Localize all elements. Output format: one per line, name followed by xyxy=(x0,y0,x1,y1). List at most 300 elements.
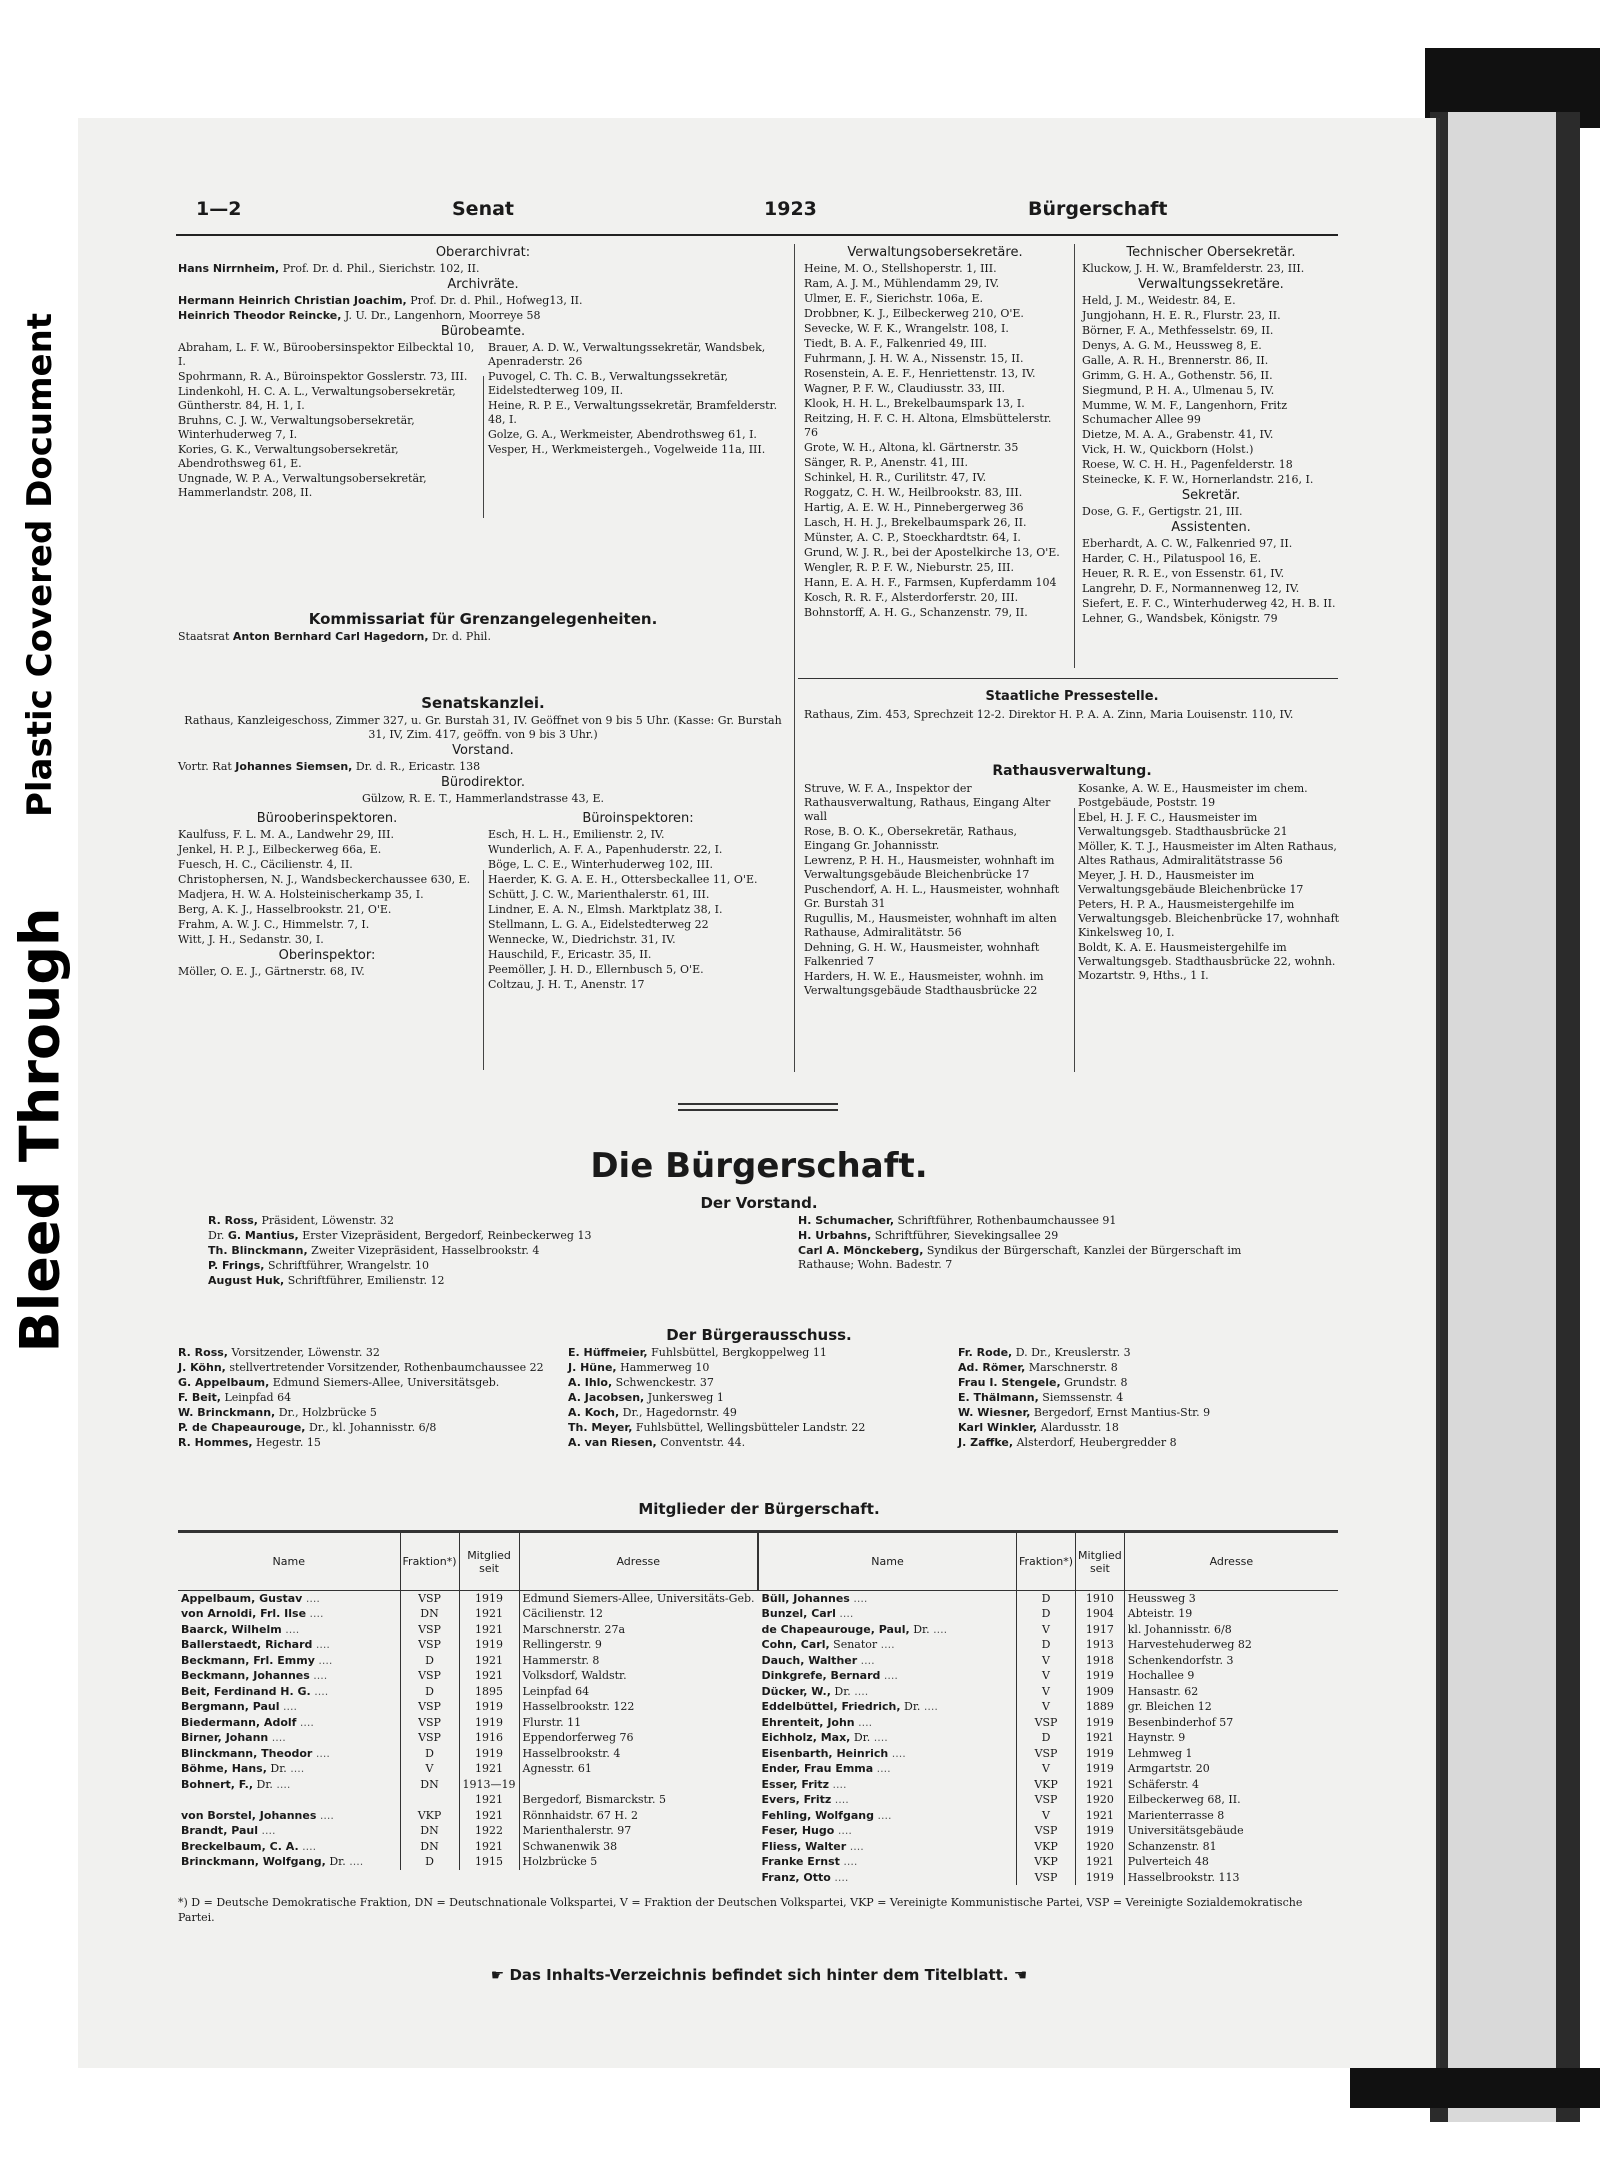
table-row xyxy=(178,1839,758,1855)
table-row xyxy=(759,1622,1339,1638)
member-address: Abteistr. 19 xyxy=(1124,1606,1338,1622)
buerooberinspektor-entry: Frahm, A. W. J. C., Himmelstr. 7, I. xyxy=(178,918,370,931)
member-name: Fehling, Wolfgang .... xyxy=(761,1808,892,1822)
member-name: Esser, Fritz .... xyxy=(761,1777,847,1791)
buerooberinspektor-entry: Christophersen, N. J., Wandsbeckerchaussee 630, E. xyxy=(178,873,471,886)
member-name: Baarck, Wilhelm .... xyxy=(181,1622,300,1636)
member-fraktion: VKP xyxy=(1017,1777,1076,1793)
member-name: Beckmann, Johannes .... xyxy=(181,1669,328,1683)
buerobeamte-entry: Puvogel, C. Th. C. B., Verwaltungssekretär, Eidelstedterweg 109, II. xyxy=(488,370,728,397)
member-seit: 1915 xyxy=(459,1854,519,1870)
member-fraktion: D xyxy=(1017,1606,1076,1622)
header-rule xyxy=(176,234,1338,236)
member-seit: 1919 xyxy=(459,1715,519,1731)
member-name: Beckmann, Frl. Emmy .... xyxy=(181,1653,333,1667)
verwaltung-entry: Wengler, R. P. F. W., Nieburstr. 25, III. xyxy=(804,561,1015,574)
member-name: Breckelbaum, C. A. .... xyxy=(181,1839,317,1853)
member-name: Bohnert, F., Dr. .... xyxy=(181,1777,291,1791)
verwaltung-entry: Ulmer, E. F., Sierichstr. 106a, E. xyxy=(804,292,983,305)
buerobeamte-entry: Bruhns, C. J. W., Verwaltungsobersekretär, Winterhuderweg 7, I. xyxy=(178,414,415,441)
bleed-through-label: Bleed Through xyxy=(8,907,72,1353)
member-address: Pulverteich 48 xyxy=(1124,1854,1338,1870)
table-row xyxy=(759,1684,1339,1700)
member-seit: 1919 xyxy=(1076,1870,1125,1886)
member-name: Franz, Otto .... xyxy=(761,1870,849,1884)
vorstand-member: H. Urbahns, Schriftführer, Sievekingsallee 29 xyxy=(798,1229,1059,1242)
member-seit: 1920 xyxy=(1076,1839,1125,1855)
buerobeamte-entry: Kories, G. K., Verwaltungsobersekretär, Abendrothsweg 61, E. xyxy=(178,443,399,470)
member-name: Ehrenteit, John .... xyxy=(761,1715,873,1729)
verwaltung-entry: Reitzing, H. F. C. H. Altona, Elmsbüttelerstr. 76 xyxy=(804,412,1052,439)
ausschuss-col3 xyxy=(958,1346,1338,1451)
member-fraktion: VSP xyxy=(1017,1823,1076,1839)
verwaltung-entry: Lasch, H. H. J., Brekelbaumspark 26, II. xyxy=(804,516,1027,529)
kommissariat-entry: Staatsrat Anton Bernhard Carl Hagedorn, Dr. d. Phil. xyxy=(178,630,491,643)
buerooberinspektor-entry: Madjera, H. W. A. Holsteinischerkamp 35, I. xyxy=(178,888,424,901)
oberarchivrat-title: Oberarchivrat: xyxy=(435,245,531,260)
divider xyxy=(483,376,484,518)
ausschuss-member: A. Ihlo, Schwenckestr. 37 xyxy=(568,1376,714,1389)
rathausverwaltung-entry: Harders, H. W. E., Hausmeister, wohnh. im Verwaltungsgebäude Stadthausbrücke 22 xyxy=(804,970,1044,997)
member-seit: 1919 xyxy=(1076,1761,1125,1777)
table-row xyxy=(178,1792,758,1808)
member-address: Eppendorferweg 76 xyxy=(519,1730,757,1746)
footer-text: Das Inhalts-Verzeichnis befindet sich hinter dem Titelblatt. xyxy=(509,1966,1009,1984)
buerobeamte-entry: Brauer, A. D. W., Verwaltungssekretär, Wandsbek, Apenraderstr. 26 xyxy=(488,341,766,368)
vorstand-member: Th. Blinckmann, Zweiter Vizepräsident, Hasselbrookstr. 4 xyxy=(208,1244,540,1257)
ausschuss-member: F. Beit, Leinpfad 64 xyxy=(178,1391,292,1404)
divider xyxy=(798,678,1338,679)
member-seit: 1921 xyxy=(459,1839,519,1855)
table-row xyxy=(178,1823,758,1839)
ausschuss-member: E. Thälmann, Siemssenstr. 4 xyxy=(958,1391,1124,1404)
member-name: Cohn, Carl, Senator .... xyxy=(761,1638,895,1652)
member-fraktion: VSP xyxy=(400,1591,459,1607)
member-fraktion: D xyxy=(400,1854,459,1870)
member-fraktion: V xyxy=(1017,1622,1076,1638)
member-name: Feser, Hugo .... xyxy=(761,1824,852,1838)
buerger-vorstand-title: Der Vorstand. xyxy=(700,1194,818,1212)
member-fraktion: VSP xyxy=(400,1699,459,1715)
member-fraktion: VSP xyxy=(400,1622,459,1638)
archivraete-list xyxy=(178,294,788,323)
table-row xyxy=(178,1591,758,1607)
plastic-covered-label: Plastic Covered Document xyxy=(20,312,60,818)
ausschuss-member: Frau I. Stengele, Grundstr. 8 xyxy=(958,1376,1128,1389)
member-name xyxy=(178,1792,400,1808)
technischer-entry: Kluckow, J. H. W., Bramfelderstr. 23, III. xyxy=(1082,262,1305,275)
member-seit: 1920 xyxy=(1076,1792,1125,1808)
scan-frame-inner xyxy=(1448,112,1556,2122)
vsek-entry: Roese, W. C. H. H., Pagenfelderstr. 18 xyxy=(1082,458,1293,471)
member-address: Hammerstr. 8 xyxy=(519,1653,757,1669)
member-fraktion xyxy=(400,1792,459,1808)
table-row xyxy=(178,1684,758,1700)
col-name: Name xyxy=(178,1533,400,1591)
table-row xyxy=(759,1808,1339,1824)
member-fraktion: V xyxy=(1017,1761,1076,1777)
buerooberinspektor-entry: Berg, A. K. J., Hasselbrookstr. 21, O'E. xyxy=(178,903,392,916)
vorstand-member: Carl A. Mönckeberg, Syndikus der Bürgerschaft, Kanzlei der Bürgerschaft im Rathause; Wohn. Badestr. 7 xyxy=(798,1244,1242,1271)
bueroinspektor-entry: Coltzau, J. H. T., Anenstr. 17 xyxy=(488,978,645,991)
vsek-entry: Siegmund, P. H. A., Ulmenau 5, IV. xyxy=(1082,384,1275,397)
member-address: Leinpfad 64 xyxy=(519,1684,757,1700)
member-address: Bergedorf, Bismarckstr. 5 xyxy=(519,1792,757,1808)
member-seit: 1921 xyxy=(459,1792,519,1808)
member-seit: 1921 xyxy=(459,1606,519,1622)
member-name: Fliess, Walter .... xyxy=(761,1839,864,1853)
vsek-entry: Mumme, W. M. F., Langenhorn, Fritz Schumacher Allee 99 xyxy=(1082,399,1288,426)
assistent-entry: Harder, C. H., Pilatuspool 16, E. xyxy=(1082,552,1262,565)
separator xyxy=(678,1103,838,1105)
assistent-entry: Heuer, R. R. E., von Essenstr. 61, IV. xyxy=(1082,567,1285,580)
ausschuss-member: Th. Meyer, Fuhlsbüttel, Wellingsbütteler Landstr. 22 xyxy=(568,1421,866,1434)
member-fraktion: VKP xyxy=(400,1808,459,1824)
member-address: Hasselbrookstr. 122 xyxy=(519,1699,757,1715)
verwaltung-entry: Hann, E. A. H. F., Farmsen, Kupferdamm 104 xyxy=(804,576,1057,589)
vorstand-member: Dr. G. Mantius, Erster Vizepräsident, Bergedorf, Reinbeckerweg 13 xyxy=(208,1229,592,1242)
buerooberinspektor-entry: Kaulfuss, F. L. M. A., Landwehr 29, III. xyxy=(178,828,394,841)
table-row xyxy=(178,1854,758,1870)
member-address: Hansastr. 62 xyxy=(1124,1684,1338,1700)
rathausverwaltung-entry: Struve, W. F. A., Inspektor der Rathausverwaltung, Rathaus, Eingang Alter wall xyxy=(804,782,1051,823)
member-seit: 1913 xyxy=(1076,1637,1125,1653)
member-seit: 1917 xyxy=(1076,1622,1125,1638)
header-senat: Senat xyxy=(452,198,515,220)
member-seit: 1919 xyxy=(459,1746,519,1762)
table-row xyxy=(178,1777,758,1793)
sekretaer-entry: Dose, G. F., Gertigstr. 21, III. xyxy=(1082,505,1243,518)
rathausverwaltung-entry: Boldt, K. A. E. Hausmeistergehilfe im Verwaltungsgeb. Stadthausbrücke 22, wohnh. Mozartstr. 9, Hths., 1 I. xyxy=(1078,941,1336,982)
member-fraktion: D xyxy=(1017,1730,1076,1746)
member-fraktion: VSP xyxy=(400,1668,459,1684)
member-name: Eisenbarth, Heinrich .... xyxy=(761,1746,906,1760)
member-seit: 1910 xyxy=(1076,1591,1125,1607)
member-address: Marschnerstr. 27a xyxy=(519,1622,757,1638)
member-seit: 1889 xyxy=(1076,1699,1125,1715)
verwaltung-entry: Tiedt, B. A. F., Falkenried 49, III. xyxy=(804,337,987,350)
member-name: Dinkgrefe, Bernard .... xyxy=(761,1669,898,1683)
member-address: Universitätsgebäude xyxy=(1124,1823,1338,1839)
buerobeamte-entry: Abraham, L. F. W., Büroobersinspektor Eilbecktal 10, I. xyxy=(178,341,475,368)
ausschuss-section xyxy=(178,1322,1340,1451)
member-fraktion: D xyxy=(400,1684,459,1700)
bueroinspektoren-list xyxy=(488,828,788,992)
rathausverwaltung-entry: Rose, B. O. K., Obersekretär, Rathaus, Eingang Gr. Johannisstr. xyxy=(804,825,1018,852)
table-row xyxy=(759,1777,1339,1793)
mitglieder-title: Mitglieder der Bürgerschaft. xyxy=(638,1500,880,1518)
buerooberinspektor-entry: Jenkel, H. P. J., Eilbeckerweg 66a, E. xyxy=(178,843,382,856)
page-number: 1—2 xyxy=(196,198,242,220)
table-row xyxy=(759,1730,1339,1746)
member-fraktion: V xyxy=(1017,1668,1076,1684)
member-name: Franke Ernst .... xyxy=(761,1855,858,1869)
member-name: Dauch, Walther .... xyxy=(761,1653,875,1667)
member-name: Birner, Johann .... xyxy=(181,1731,286,1745)
ausschuss-member: W. Wiesner, Bergedorf, Ernst Mantius-Str. 9 xyxy=(958,1406,1211,1419)
member-seit: 1919 xyxy=(1076,1823,1125,1839)
member-seit: 1921 xyxy=(459,1668,519,1684)
ausschuss-member: J. Köhn, stellvertretender Vorsitzender, Rothenbaumchaussee 22 xyxy=(178,1361,544,1374)
buerobeamte-entry: Golze, G. A., Werkmeister, Abendrothsweg 61, I. xyxy=(488,428,757,441)
member-seit: 1919 xyxy=(1076,1715,1125,1731)
senatskanzlei-title: Senatskanzlei. xyxy=(421,694,545,712)
table-row xyxy=(759,1699,1339,1715)
pressestelle-section xyxy=(804,684,1340,723)
verwaltung-entry: Fuhrmann, J. H. W. A., Nissenstr. 15, II. xyxy=(804,352,1024,365)
member-seit: 1919 xyxy=(459,1699,519,1715)
divider xyxy=(483,870,484,1070)
member-seit: 1904 xyxy=(1076,1606,1125,1622)
buerodirektor-entry: Gülzow, R. E. T., Hammerlandstrasse 43, E. xyxy=(361,792,605,805)
table-row xyxy=(759,1668,1339,1684)
member-fraktion: DN xyxy=(400,1823,459,1839)
bueroinspektor-entry: Hauschild, F., Ericastr. 35, II. xyxy=(488,948,652,961)
member-address: Eilbeckerweg 68, II. xyxy=(1124,1792,1338,1808)
rathausverwaltung-title: Rathausverwaltung. xyxy=(992,763,1152,779)
table-row xyxy=(759,1823,1339,1839)
member-fraktion: VSP xyxy=(1017,1792,1076,1808)
separator xyxy=(678,1109,838,1111)
bueroinspektor-entry: Lindner, E. A. N., Elmsh. Marktplatz 38, I. xyxy=(488,903,723,916)
member-seit: 1921 xyxy=(459,1761,519,1777)
rathausverwaltung-entry: Lewrenz, P. H. H., Hausmeister, wohnhaft im Verwaltungsgebäude Bleichenbrücke 17 xyxy=(804,854,1055,881)
verwaltung-entry: Ram, A. J. M., Mühlendamm 29, IV. xyxy=(804,277,1000,290)
vsek-entry: Held, J. M., Weidestr. 84, E. xyxy=(1082,294,1236,307)
footnote: *) D = Deutsche Demokratische Fraktion, DN = Deutschnationale Volkspartei, V = Fraktion der Deutschen Volkspartei, VKP = Vereinigte Kommunistische Partei, VSP = Vereinigte Sozialdemokratische Partei. xyxy=(178,1896,1303,1924)
verwaltung-list xyxy=(804,262,1066,620)
member-fraktion: VKP xyxy=(1017,1854,1076,1870)
member-address: Rellingerstr. 9 xyxy=(519,1637,757,1653)
table-row xyxy=(759,1653,1339,1669)
vorstand-member: P. Frings, Schriftführer, Wrangelstr. 10 xyxy=(208,1259,429,1272)
member-address: Rönnhaidstr. 67 H. 2 xyxy=(519,1808,757,1824)
member-address: kl. Johannisstr. 6/8 xyxy=(1124,1622,1338,1638)
table-row xyxy=(178,1808,758,1824)
ausschuss-member: Karl Winkler, Alardusstr. 18 xyxy=(958,1421,1119,1434)
vsek-entry: Jungjohann, H. E. R., Flurstr. 23, II. xyxy=(1082,309,1281,322)
rathausverwaltung-entry: Ebel, H. J. F. C., Hausmeister im Verwaltungsgeb. Stadthausbrücke 21 xyxy=(1078,811,1288,838)
verwaltung-entry: Münster, A. C. P., Stoeckhardtstr. 64, I. xyxy=(804,531,1021,544)
assistenten-title: Assistenten. xyxy=(1171,520,1251,535)
verwaltung-entry: Roggatz, C. H. W., Heilbrookstr. 83, III. xyxy=(804,486,1023,499)
vorstand-section xyxy=(178,1190,1340,1289)
member-seit: 1921 xyxy=(1076,1730,1125,1746)
rathausverwaltung-entry: Möller, K. T. J., Hausmeister im Alten Rathaus, Altes Rathaus, Admiralitätstrasse 56 xyxy=(1078,840,1337,867)
technischer-section xyxy=(1082,244,1340,627)
buerooberinspektor-entry: Witt, J. H., Sedanstr. 30, I. xyxy=(178,933,324,946)
ausschuss-member: A. Koch, Dr., Hagedornstr. 49 xyxy=(568,1406,737,1419)
member-seit: 1916 xyxy=(459,1730,519,1746)
verwaltung-entry: Schinkel, H. R., Curilitstr. 47, IV. xyxy=(804,471,987,484)
buerobeamte-title: Bürobeamte. xyxy=(440,324,526,339)
vorstand-member: R. Ross, Präsident, Löwenstr. 32 xyxy=(208,1214,394,1227)
divider xyxy=(794,244,795,1072)
member-seit: 1918 xyxy=(1076,1653,1125,1669)
member-name: Eddelbüttel, Friedrich, Dr. .... xyxy=(761,1700,938,1714)
member-seit: 1919 xyxy=(459,1591,519,1607)
table-row xyxy=(759,1591,1339,1607)
ausschuss-member: Fr. Rode, D. Dr., Kreuslerstr. 3 xyxy=(958,1346,1131,1359)
assistent-entry: Langrehr, D. F., Normannenweg 12, IV. xyxy=(1082,582,1300,595)
archivrat-entry: Heinrich Theodor Reincke, J. U. Dr., Langenhorn, Moorreye 58 xyxy=(178,309,541,322)
vsek-entry: Börner, F. A., Methfesselstr. 69, II. xyxy=(1082,324,1274,337)
member-name: Ender, Frau Emma .... xyxy=(761,1762,891,1776)
senatskanzlei-address: Rathaus, Kanzleigeschoss, Zimmer 327, u. Gr. Burstah 31, IV. Geöffnet von 9 bis 5 Uhr. (Kasse: Gr. Burstah 31, IV, Zim. 417, geöffn. von 9 bis 3 Uhr.) xyxy=(184,714,782,741)
member-fraktion: D xyxy=(400,1746,459,1762)
member-seit: 1921 xyxy=(1076,1808,1125,1824)
ausschuss-member: E. Hüffmeier, Fuhlsbüttel, Bergkoppelweg 11 xyxy=(568,1346,827,1359)
ausschuss-member: A. Jacobsen, Junkersweg 1 xyxy=(568,1391,724,1404)
member-name: Blinckmann, Theodor .... xyxy=(181,1746,330,1760)
member-name: Biedermann, Adolf .... xyxy=(181,1715,314,1729)
member-address: Schwanenwik 38 xyxy=(519,1839,757,1855)
member-name: von Arnoldi, Frl. Ilse .... xyxy=(181,1607,324,1621)
rathausverwaltung-entry: Kosanke, A. W. E., Hausmeister im chem. Postgebäude, Poststr. 19 xyxy=(1078,782,1308,809)
member-address: Marienterrasse 8 xyxy=(1124,1808,1338,1824)
kommissariat-section xyxy=(178,606,788,645)
member-name: Brandt, Paul .... xyxy=(181,1824,276,1838)
vsek-entry: Vick, H. W., Quickborn (Holst.) xyxy=(1082,443,1254,456)
member-address: Besenbinderhof 57 xyxy=(1124,1715,1338,1731)
rathausverwaltung-left xyxy=(804,782,1066,999)
member-address: Schenkendorfstr. 3 xyxy=(1124,1653,1338,1669)
vsek-entry: Denys, A. G. M., Heussweg 8, E. xyxy=(1082,339,1262,352)
buerobeamte-entry: Vesper, H., Werkmeistergeh., Vogelweide 11a, III. xyxy=(488,443,766,456)
member-name: Eichholz, Max, Dr. .... xyxy=(761,1731,888,1745)
buerobeamte-entry: Heine, R. P. E., Verwaltungssekretär, Bramfelderstr. 48, I. xyxy=(488,399,778,426)
buerobeamte-entry: Spohrmann, R. A., Büroinspektor Gosslerstr. 73, III. xyxy=(178,370,468,383)
col-mitglied: Mitglied seit xyxy=(1076,1533,1125,1591)
technischer-title: Technischer Obersekretär. xyxy=(1126,245,1296,260)
member-seit: 1913—19 xyxy=(459,1777,519,1793)
member-fraktion: V xyxy=(1017,1653,1076,1669)
buerger-vorstand-right xyxy=(798,1214,1298,1289)
col-fraktion: Fraktion*) xyxy=(400,1533,459,1591)
buerobeamte-entry: Lindenkohl, H. C. A. L., Verwaltungsobersekretär, Güntherstr. 84, H. 1, I. xyxy=(178,385,456,412)
member-name: Evers, Fritz .... xyxy=(761,1793,849,1807)
member-fraktion: VSP xyxy=(400,1637,459,1653)
member-name: Bergmann, Paul .... xyxy=(181,1700,297,1714)
table-row xyxy=(178,1730,758,1746)
member-address: Agnesstr. 61 xyxy=(519,1761,757,1777)
col-mitglied: Mitglied seit xyxy=(459,1533,519,1591)
buerobeamte-left xyxy=(178,341,478,501)
archivrat-entry: Hermann Heinrich Christian Joachim, Prof. Dr. d. Phil., Hofweg13, II. xyxy=(178,294,583,307)
vsek-entry: Steinecke, K. F. W., Hornerlandstr. 216, I. xyxy=(1082,473,1314,486)
member-address: Hasselbrookstr. 4 xyxy=(519,1746,757,1762)
member-address xyxy=(519,1777,757,1793)
rathausverwaltung-entry: Dehning, G. H. W., Hausmeister, wohnhaft Falkenried 7 xyxy=(804,941,1040,968)
member-seit: 1895 xyxy=(459,1684,519,1700)
member-address: Haynstr. 9 xyxy=(1124,1730,1338,1746)
verwaltung-entry: Kosch, R. R. F., Alsterdorferstr. 20, III. xyxy=(804,591,1019,604)
verwaltung-entry: Klook, H. H. L., Brekelbaumspark 13, I. xyxy=(804,397,1025,410)
member-seit: 1919 xyxy=(1076,1668,1125,1684)
member-seit: 1921 xyxy=(459,1653,519,1669)
verwaltung-entry: Rosenstein, A. E. F., Henriettenstr. 13, IV. xyxy=(804,367,1036,380)
buerooberinspektoren-title: Bürooberinspektoren. xyxy=(256,811,398,826)
col-fraktion: Fraktion*) xyxy=(1017,1533,1076,1591)
member-name: Appelbaum, Gustav .... xyxy=(181,1592,320,1605)
member-name: Beit, Ferdinand H. G. .... xyxy=(181,1684,329,1698)
table-row xyxy=(178,1622,758,1638)
buerodirektor-title: Bürodirektor. xyxy=(441,775,525,790)
oberarchivrat-entry: Hans Nirrnheim, Prof. Dr. d. Phil., Sierichstr. 102, II. xyxy=(178,262,480,275)
col-adresse: Adresse xyxy=(1124,1533,1338,1591)
ausschuss-col1 xyxy=(178,1346,558,1451)
member-fraktion: VSP xyxy=(1017,1715,1076,1731)
rathausverwaltung-entry: Puschendorf, A. H. L., Hausmeister, wohnhaft Gr. Burstah 31 xyxy=(804,883,1060,910)
member-seit: 1921 xyxy=(459,1622,519,1638)
verwaltung-entry: Grote, W. H., Altona, kl. Gärtnerstr. 35 xyxy=(804,441,1019,454)
header-year: 1923 xyxy=(764,198,817,220)
table-row xyxy=(178,1715,758,1731)
member-fraktion: DN xyxy=(400,1777,459,1793)
table-row xyxy=(178,1761,758,1777)
bueroinspektor-entry: Wennecke, W., Diedrichstr. 31, IV. xyxy=(488,933,676,946)
rathausverwaltung-right xyxy=(1078,782,1340,999)
member-address: gr. Bleichen 12 xyxy=(1124,1699,1338,1715)
table-row xyxy=(759,1606,1339,1622)
member-name: Ballerstaedt, Richard .... xyxy=(181,1638,330,1652)
ausschuss-col2 xyxy=(568,1346,948,1451)
member-address: Hasselbrookstr. 113 xyxy=(1124,1870,1338,1886)
table-row xyxy=(759,1746,1339,1762)
member-seit: 1922 xyxy=(459,1823,519,1839)
pressestelle-title: Staatliche Pressestelle. xyxy=(985,689,1159,704)
sekretaer-title: Sekretär. xyxy=(1181,488,1241,503)
bueroinspektor-entry: Esch, H. L. H., Emilienstr. 2, IV. xyxy=(488,828,665,841)
assistent-entry: Lehner, G., Wandsbek, Königstr. 79 xyxy=(1082,612,1278,625)
member-address: Flurstr. 11 xyxy=(519,1715,757,1731)
member-fraktion: V xyxy=(1017,1699,1076,1715)
table-row xyxy=(759,1792,1339,1808)
verwaltung-entry: Hartig, A. E. W. H., Pinnebergerweg 36 xyxy=(804,501,1024,514)
vsek-entry: Dietze, M. A. A., Grabenstr. 41, IV. xyxy=(1082,428,1274,441)
member-seit: 1919 xyxy=(1076,1746,1125,1762)
vsek-entry: Galle, A. R. H., Brennerstr. 86, II. xyxy=(1082,354,1269,367)
buerobeamte-right xyxy=(488,341,788,501)
header-buergerschaft: Bürgerschaft xyxy=(1028,198,1168,220)
assistent-entry: Eberhardt, A. C. W., Falkenried 97, II. xyxy=(1082,537,1293,550)
member-fraktion: VSP xyxy=(400,1730,459,1746)
member-address: Cäcilienstr. 12 xyxy=(519,1606,757,1622)
verwaltung-section xyxy=(804,244,1066,621)
member-address: Armgartstr. 20 xyxy=(1124,1761,1338,1777)
member-address: Holzbrücke 5 xyxy=(519,1854,757,1870)
member-name: Böhme, Hans, Dr. .... xyxy=(181,1762,305,1776)
buerooberinspektor-entry: Fuesch, H. C., Cäcilienstr. 4, II. xyxy=(178,858,353,871)
col-adresse: Adresse xyxy=(519,1533,757,1591)
ausschuss-member: R. Hommes, Hegestr. 15 xyxy=(178,1436,321,1449)
buerooberinspektoren-list xyxy=(178,828,476,947)
members-table-right xyxy=(758,1532,1338,1885)
assistent-entry: Siefert, E. F. C., Winterhuderweg 42, H. B. II. xyxy=(1082,597,1336,610)
vorstand-title: Vorstand. xyxy=(452,743,514,758)
member-fraktion: V xyxy=(1017,1684,1076,1700)
member-address: Schäferstr. 4 xyxy=(1124,1777,1338,1793)
table-row xyxy=(759,1839,1339,1855)
oberinspektor-title: Oberinspektor: xyxy=(278,948,376,963)
col-name: Name xyxy=(759,1533,1017,1591)
buergerschaft-title: Die Bürgerschaft. xyxy=(590,1146,928,1186)
member-fraktion: DN xyxy=(400,1606,459,1622)
table-row xyxy=(759,1715,1339,1731)
member-fraktion: D xyxy=(1017,1637,1076,1653)
footer-note: ☛ Das Inhalts-Verzeichnis befindet sich hinter dem Titelblatt. ☚ xyxy=(490,1966,1028,1984)
table-row xyxy=(178,1668,758,1684)
